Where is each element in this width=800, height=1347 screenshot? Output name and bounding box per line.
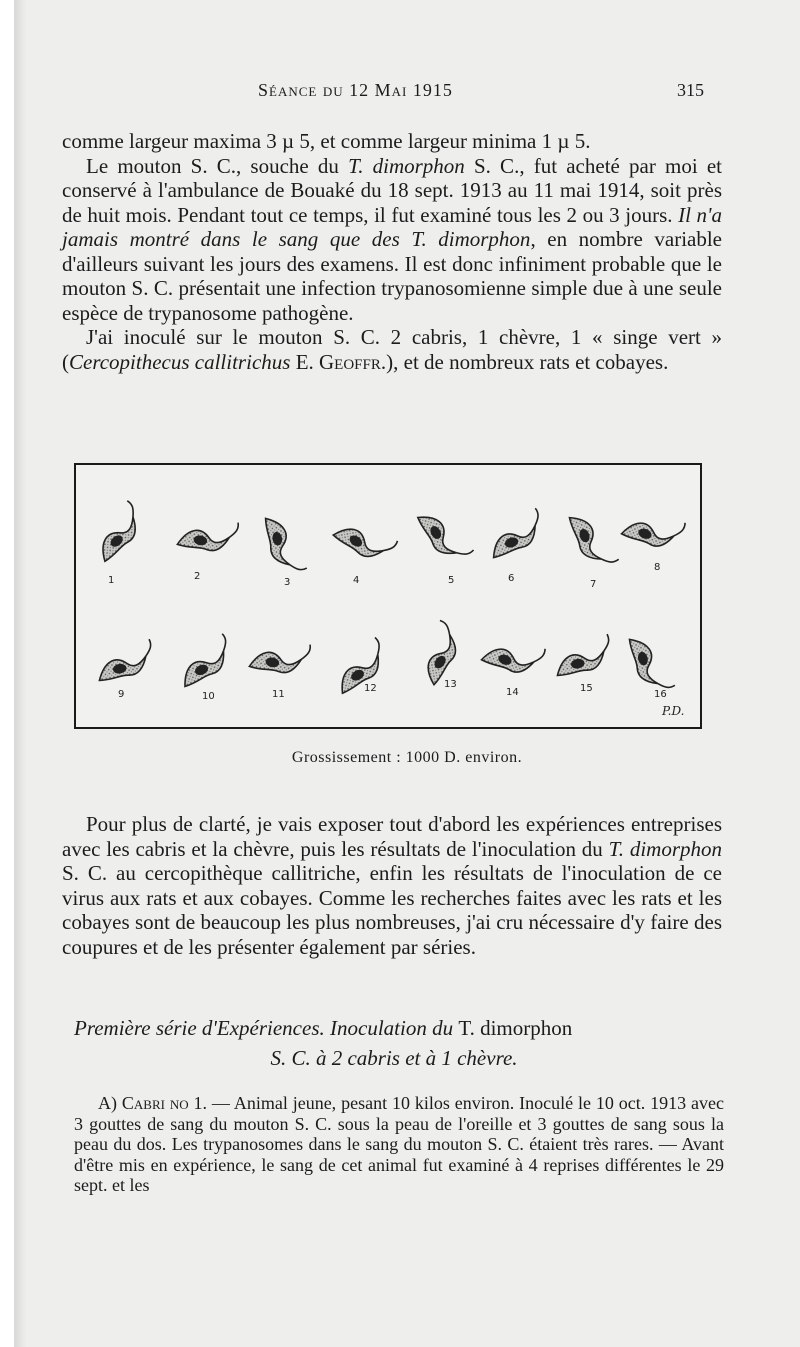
artist-signature: P.D. xyxy=(662,704,685,718)
text-run: E. xyxy=(290,349,320,374)
italic-run: Première série d'Expériences. Inoculation du xyxy=(74,1016,459,1040)
trypanosome-specimen xyxy=(569,507,619,571)
intro-text xyxy=(62,129,722,374)
trypanosome-specimen xyxy=(552,634,614,676)
trypanosome-figure xyxy=(74,463,702,729)
specimen-number-label: 3 xyxy=(284,577,291,588)
trypanosome-specimen xyxy=(265,513,307,575)
specimen-number-label: 9 xyxy=(118,689,125,700)
text-run: A) xyxy=(98,1093,122,1113)
trypanosome-specimen xyxy=(483,508,547,558)
trypanosome-specimen xyxy=(481,630,545,680)
specimen-number-label: 15 xyxy=(580,683,593,694)
trypanosome-specimen xyxy=(94,639,156,681)
italic-run: Cercopithecus callitrichus xyxy=(69,349,291,374)
paragraph-inoculation xyxy=(62,325,722,374)
trypanosome-specimen xyxy=(177,513,239,555)
trypanosome-specimen xyxy=(621,504,685,554)
italic-run: T. dimorphon xyxy=(608,836,722,861)
specimen-number-label: 5 xyxy=(448,575,455,586)
paragraph xyxy=(62,812,722,959)
page-number: 315 xyxy=(677,80,704,100)
text-run: S. C., fut acheté par moi et conservé à l'ambulance de Bouaké du 18 sept. 1913 au 11 mai 1914, soit près de huit mois. Pendant tout ce temps, il fut examiné tous les 2 ou 3 jours. xyxy=(62,153,722,227)
specimen-number-label: 2 xyxy=(194,571,201,582)
trypanosome-specimen xyxy=(408,620,467,685)
experiment-label: Cabri no 1. xyxy=(121,1093,208,1113)
specimen-number-label: 8 xyxy=(654,562,661,573)
running-title: Séance du 12 Mai 1915 xyxy=(258,80,453,100)
specimen-number-label: 10 xyxy=(202,691,215,702)
experiment-text xyxy=(74,1093,724,1196)
page xyxy=(14,0,800,1347)
text-run: Le mouton S. C., souche du xyxy=(86,153,349,178)
running-head xyxy=(14,80,800,104)
section-title xyxy=(74,1013,714,1073)
figure-drawing xyxy=(76,465,700,727)
section-title-line-1 xyxy=(74,1013,714,1043)
specimen-number-label: 12 xyxy=(364,683,377,694)
trypanosome-specimen xyxy=(326,637,391,694)
specimen-number-label: 6 xyxy=(508,573,515,584)
specimen-number-label: 4 xyxy=(353,575,360,586)
text-run: J'ai inoculé sur le mouton S. C. 2 cabris, 1 chèvre, 1 « singe vert » ( xyxy=(62,325,722,374)
page-edge xyxy=(14,0,26,1347)
author-abbrev: Geoffr. xyxy=(319,349,387,374)
italic-run: T. dimorphon xyxy=(348,153,465,178)
specimen-number-label: 7 xyxy=(590,579,597,590)
specimen-number-label: 13 xyxy=(444,679,457,690)
figure-caption: Grossissement : 1000 D. environ. xyxy=(291,749,523,766)
paragraph-mouton xyxy=(62,154,722,326)
paragraph-clarte xyxy=(62,812,722,959)
italic-run: Il n'a jamais montré dans le sang que des T. dimorphon xyxy=(62,202,723,251)
trypanosome-specimen xyxy=(629,631,675,694)
specimen-number-label: 16 xyxy=(654,689,667,700)
text-run: T. dimorphon xyxy=(458,1016,573,1040)
section-title-line-2: S. C. à 2 cabris et à 1 chèvre. xyxy=(270,1046,518,1070)
trypanosome-specimen xyxy=(333,509,398,568)
text-run: ), et de nombreux rats et cobayes. xyxy=(386,349,669,374)
text-run: Pour plus de clarté, je vais exposer tout d'abord les expériences entreprises avec les cabris et la chèvre, puis les résultats de l'inoculation du xyxy=(62,812,722,861)
text-run: — Animal jeune, pesant 10 kilos environ. Inoculé le 10 oct. 1913 avec 3 gouttes de sang du mouton S. C. sous la peau de l'oreille et 3 gouttes de sang sous la peau du dos. Les trypanosomes dans le sang du mouton S. C. étaient très rares. — Avant d'être mis en expérience, le sang de cet animal fut examiné à 4 reprises différentes le 29 sept. et les xyxy=(74,1093,725,1195)
specimen-number-label: 14 xyxy=(506,687,519,698)
trypanosome-specimen xyxy=(171,633,236,687)
trypanosome-specimen xyxy=(417,501,474,566)
specimen-number-label: 11 xyxy=(272,689,285,700)
trypanosome-specimen xyxy=(84,500,148,561)
trypanosome-specimen xyxy=(249,635,311,677)
paragraph-cabri xyxy=(74,1093,724,1196)
text-run: S. C. au cercopithèque callitriche, enfin les résultats de l'inoculation de ce virus aux rats et aux cobayes. Comme les recherches faites avec les rats et les cobayes sont de beaucoup les plus nombreuses, j'ai cru nécessaire d'y faire des coupures et de les présenter également par séries. xyxy=(62,861,722,959)
intro-line: comme largeur maxima 3 µ 5, et comme largeur minima 1 µ 5. xyxy=(62,129,591,153)
specimen-number-label: 1 xyxy=(108,575,115,586)
text-run: , en nombre variable d'ailleurs suivant les jours des examens. Il est donc infiniment probable que le mouton S. C. présentait une infection trypanosomienne simple due à une seule espèce de trypanosome pathogène. xyxy=(62,227,722,325)
